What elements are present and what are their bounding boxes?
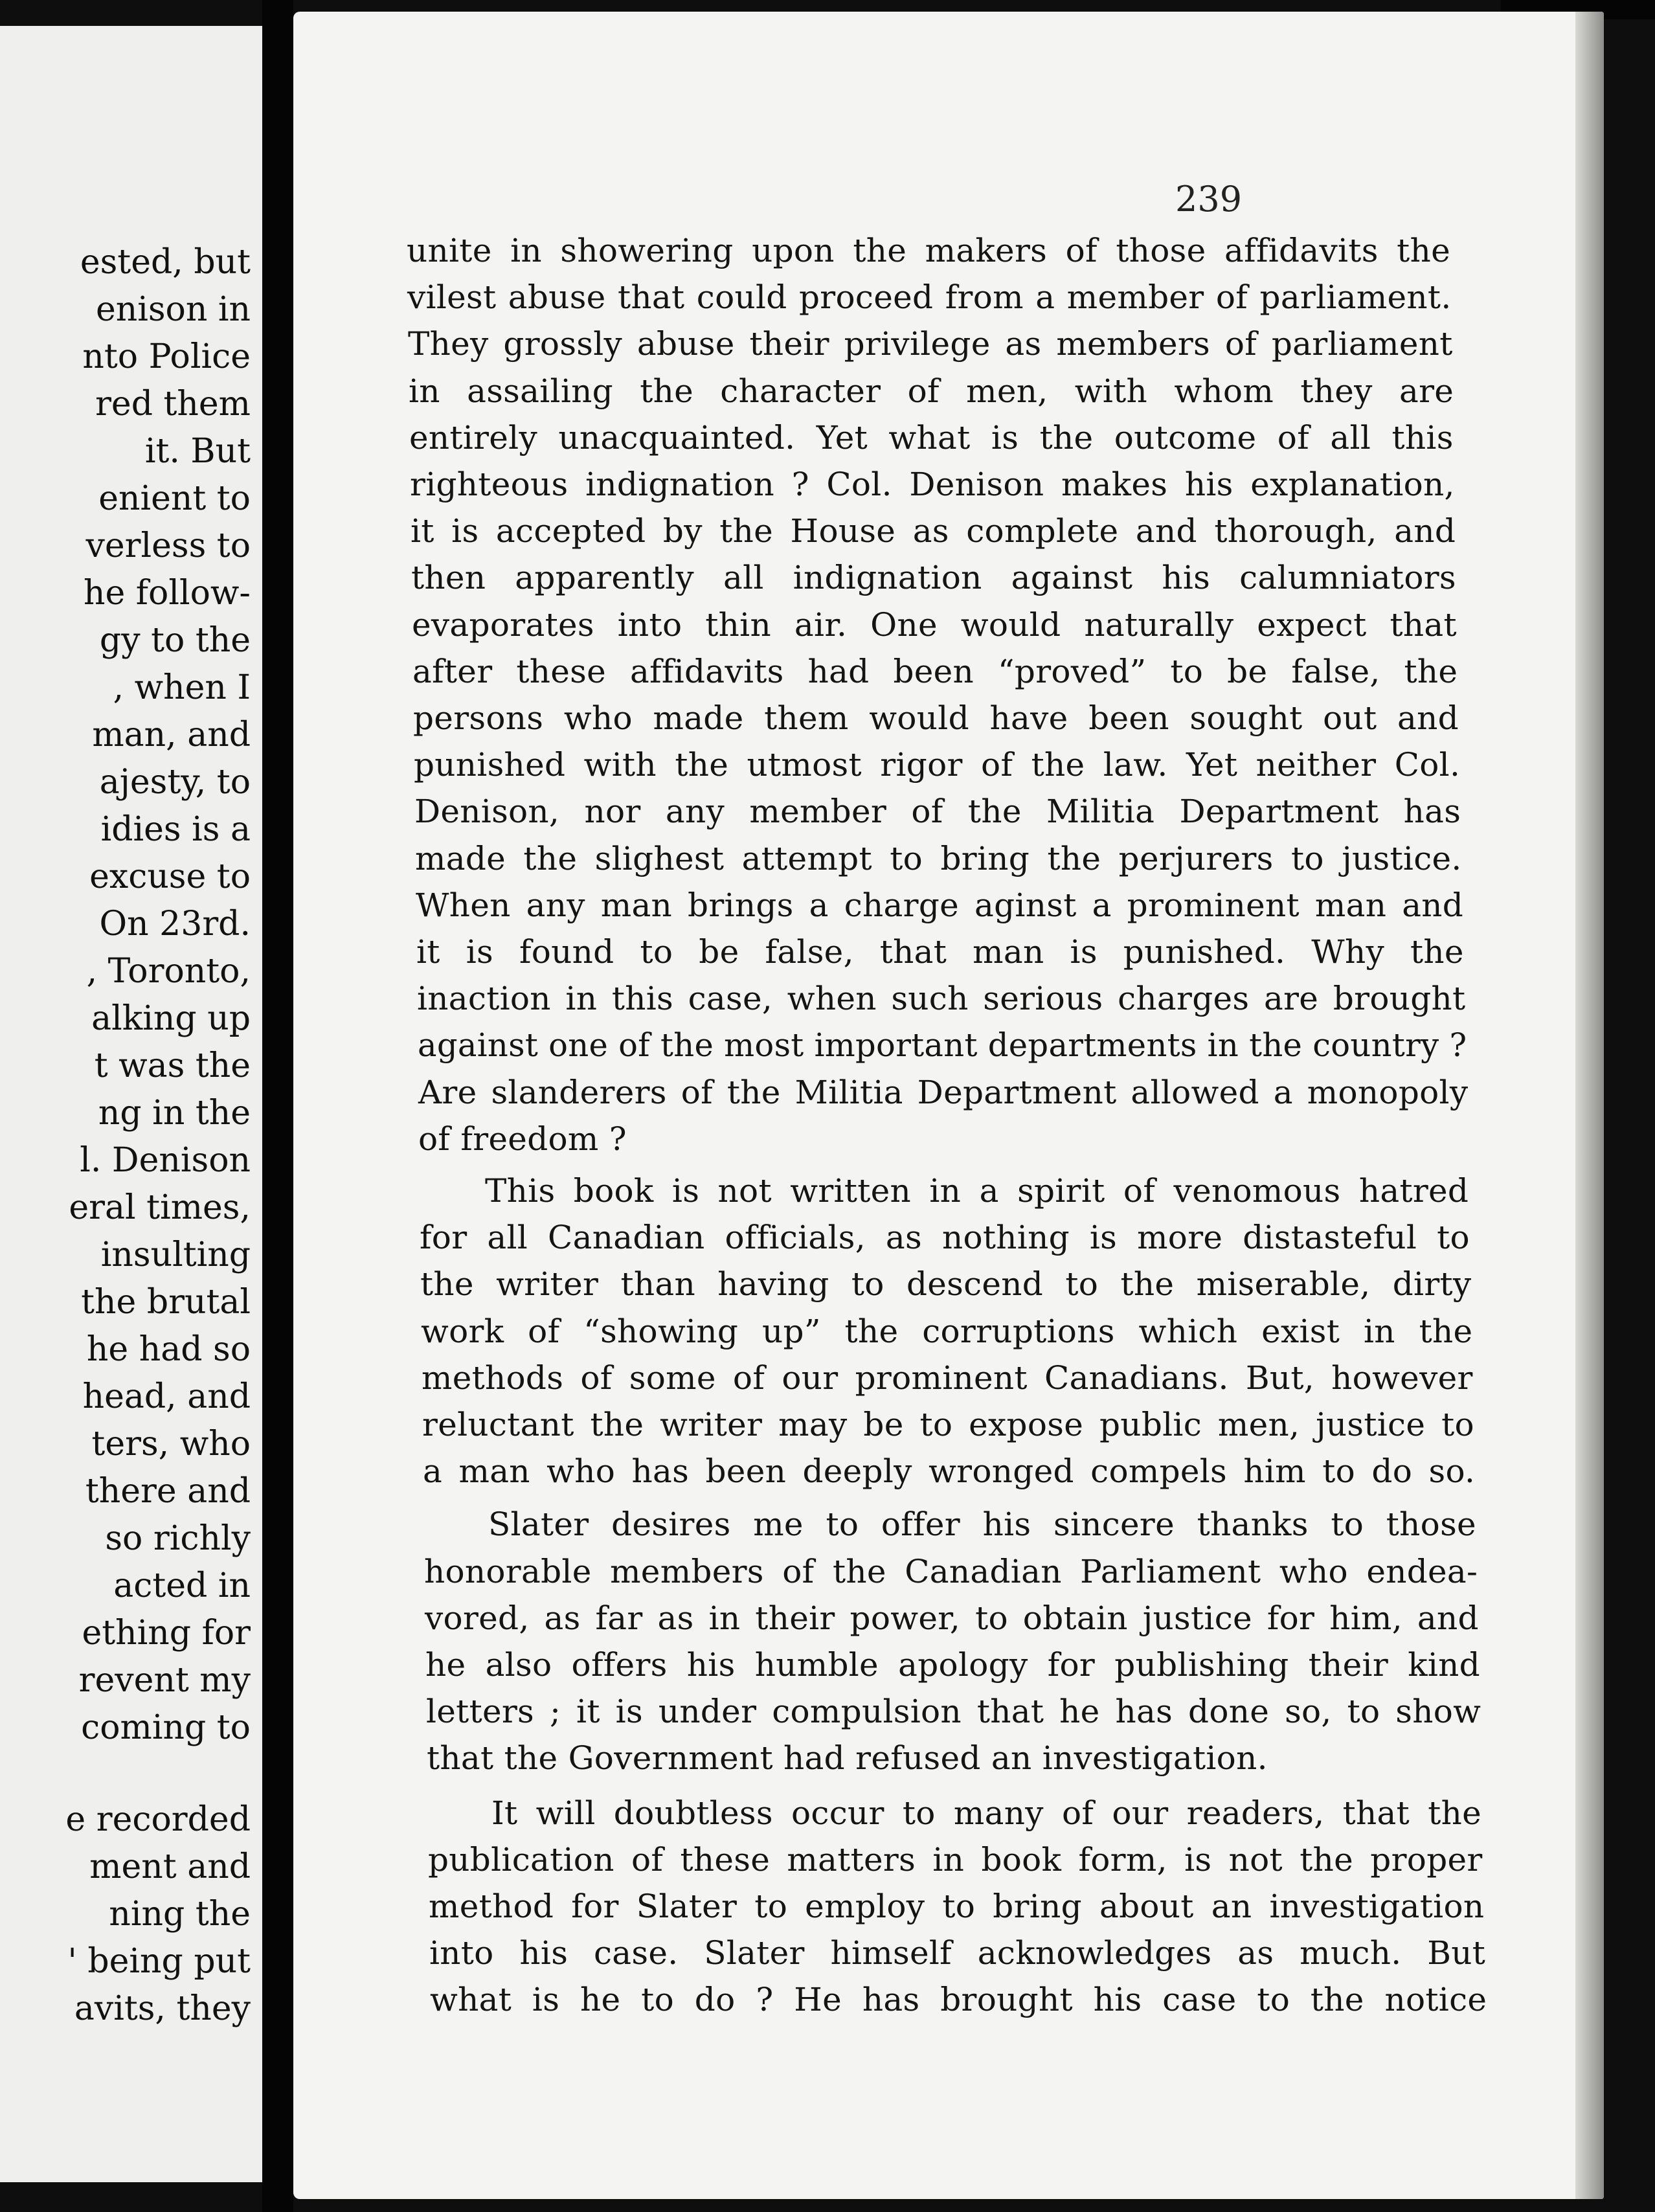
previous-page-line: gy to the	[99, 621, 251, 660]
previous-page-line: avits, they	[74, 1989, 251, 2028]
previous-page-line: ng in the	[98, 1094, 251, 1133]
body-text-line: he also offers his humble apology for publishing their kind	[425, 1646, 1480, 1684]
previous-page-line: so richly	[105, 1519, 251, 1558]
previous-page-line: he follow-	[84, 574, 251, 613]
previous-page-line: ested, but	[80, 243, 251, 282]
previous-page-line: verless to	[85, 526, 251, 565]
body-text-line: against one of the most important departments in the country ?	[418, 1026, 1467, 1065]
body-text-line: entirely unacquainted. Yet what is the outcome of all this	[409, 418, 1454, 457]
previous-page-line: , Toronto,	[86, 952, 251, 991]
body-text-line: unite in showering upon the makers of those affidavits the	[407, 232, 1450, 269]
previous-page-line: t was the	[94, 1046, 251, 1085]
body-text-line: When any man brings a charge aginst a prominent man and	[416, 886, 1464, 924]
body-text-line: honorable members of the Canadian Parliament who endea-	[424, 1552, 1478, 1590]
body-text-line: This book is not written in a spirit of venomous hatred	[485, 1172, 1469, 1210]
previous-page-line: excuse to	[89, 857, 251, 896]
body-text-line: vored, as far as in their power, to obtain justice for him, and	[425, 1599, 1479, 1637]
previous-page-line: ' being put	[67, 1942, 251, 1981]
previous-page-line: revent my	[78, 1661, 251, 1700]
body-text-line: letters ; it is under compulsion that he has done so, to show	[426, 1693, 1481, 1731]
body-text-line: It will doubtless occur to many of our readers, that the	[491, 1794, 1481, 1832]
body-text-line: work of “showing up” the corruptions which exist in the	[421, 1312, 1473, 1350]
body-text-line: what is he to do ? He has brought his case to the notice	[430, 1981, 1487, 2019]
previous-page-line: nto Police	[82, 337, 251, 376]
body-text-line: it is accepted by the House as complete and thorough, and	[411, 512, 1456, 550]
previous-page-line: ething for	[82, 1614, 251, 1653]
body-text-line: of freedom ?	[418, 1120, 627, 1158]
body-text-line: made the slighest attempt to bring the perjurers to justice.	[415, 839, 1462, 877]
body-text-line: into his case. Slater himself acknowledges as much. But	[429, 1934, 1486, 1972]
previous-page-line: he had so	[86, 1330, 251, 1369]
previous-page-line: acted in	[113, 1566, 251, 1605]
previous-page-line: insulting	[100, 1236, 251, 1274]
previous-page-line: , when I	[113, 668, 251, 707]
previous-page-line: enison in	[95, 290, 251, 329]
previous-page-line: coming to	[81, 1708, 251, 1747]
previous-page-line: ajesty, to	[99, 763, 251, 802]
body-text-line: after these affidavits had been “proved” to be false, the	[412, 652, 1458, 690]
body-text-line: methods of some of our prominent Canadians. But, however	[422, 1359, 1473, 1397]
previous-page-line: red them	[95, 385, 251, 423]
previous-page-line: the brutal	[81, 1283, 251, 1322]
previous-page-line: l. Denison	[80, 1141, 251, 1180]
body-text-line: then apparently all indignation against his calumniators	[411, 559, 1456, 597]
body-text-line: that the Government had refused an investigation.	[427, 1739, 1268, 1778]
body-text-line: method for Slater to employ to bring about an investigation	[429, 1888, 1485, 1925]
body-text-line: a man who has been deeply wronged compels him to do so.	[423, 1452, 1476, 1491]
body-text-line: the writer than having to descend to the miserable, dirty	[420, 1265, 1472, 1304]
body-text-line: persons who made them would have been sought out and	[413, 699, 1459, 737]
previous-page-line: ment and	[89, 1847, 251, 1886]
previous-page-fragment	[0, 26, 262, 2182]
previous-page-line: ters, who	[91, 1425, 251, 1463]
previous-page-line: e recorded	[65, 1800, 251, 1839]
previous-page-line: idies is a	[100, 810, 251, 849]
body-text-line: righteous indignation ? Col. Denison makes his explanation,	[410, 466, 1455, 503]
current-page	[293, 12, 1604, 2199]
previous-page-line: alking up	[91, 999, 251, 1038]
previous-page-line: head, and	[82, 1377, 251, 1416]
body-text-line: Are slanderers of the Militia Department allowed a monopoly	[418, 1073, 1469, 1111]
previous-page-line: On 23rd.	[99, 905, 251, 943]
previous-page-line: man, and	[92, 716, 251, 754]
previous-page-line: there and	[85, 1472, 251, 1511]
body-text-line: They grossly abuse their privilege as members of parliament	[408, 325, 1453, 363]
previous-page-line: ning the	[109, 1895, 251, 1934]
body-text-line: Slater desires me to offer his sincere thanks to those	[488, 1506, 1476, 1544]
book-gutter	[262, 0, 293, 2212]
body-text-line: in assailing the character of men, with whom they are	[409, 372, 1454, 410]
body-text-line: publication of these matters in book form, is not the proper	[428, 1840, 1483, 1879]
body-text-line: it is found to be false, that man is punished. Why the	[416, 933, 1464, 971]
previous-page-line: eral times,	[69, 1188, 251, 1227]
body-text-line: inaction in this case, when such serious charges are brought	[417, 980, 1466, 1018]
body-text-line: evaporates into thin air. One would naturally expect that	[412, 605, 1457, 644]
page-edge-shadow	[1575, 12, 1604, 2199]
body-text-line: Denison, nor any member of the Militia Department has	[414, 793, 1461, 831]
body-text-line: vilest abuse that could proceed from a member of parliament.	[407, 278, 1452, 317]
body-text-line: punished with the utmost rigor of the law. Yet neither Col.	[414, 746, 1461, 784]
page-number: 239	[1175, 179, 1243, 220]
body-text-line: for all Canadian officials, as nothing is more distasteful to	[420, 1219, 1470, 1257]
body-text-line: reluctant the writer may be to expose public men, justice to	[422, 1406, 1474, 1443]
previous-page-line: it. But	[144, 432, 251, 471]
previous-page-line: enient to	[98, 479, 251, 518]
